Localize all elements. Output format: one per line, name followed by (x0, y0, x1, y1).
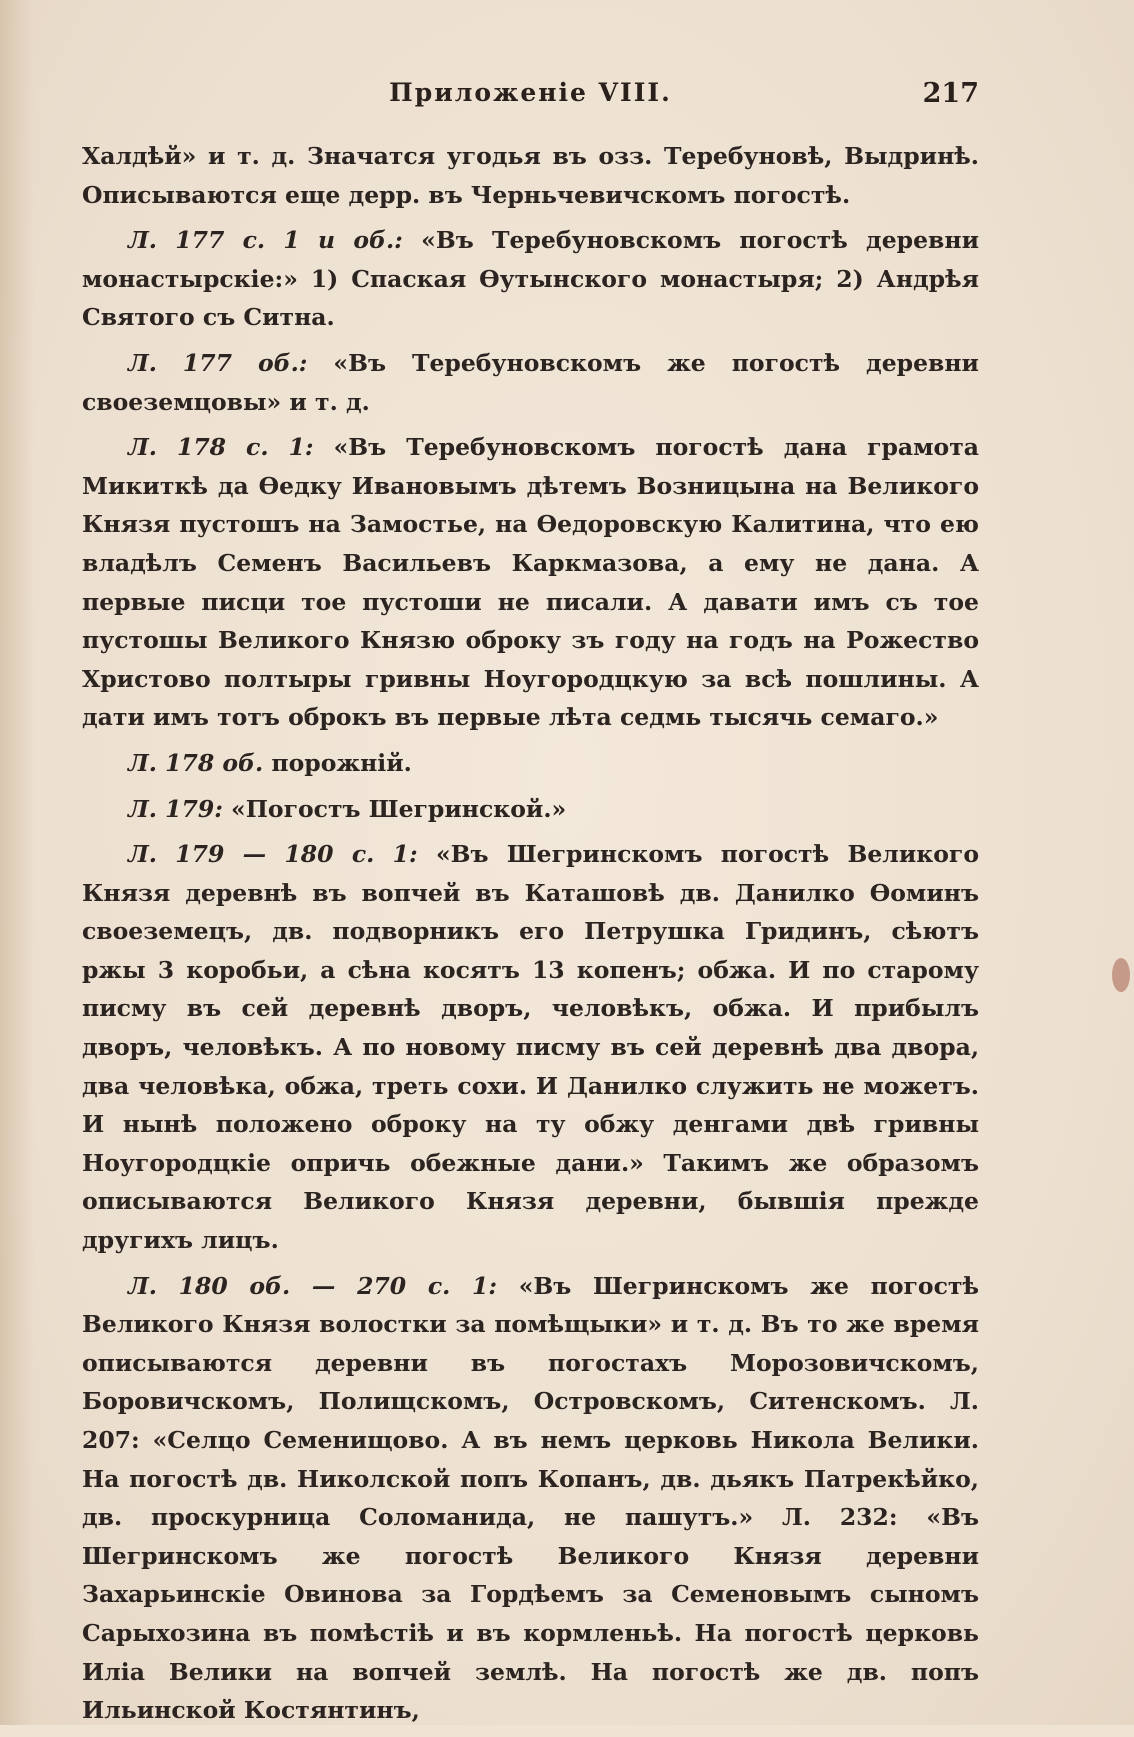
paragraph-text: «Погостъ Шегринской.» (222, 794, 567, 823)
paper-stain (1112, 958, 1130, 992)
folio-reference: Л. 178 об. (128, 748, 264, 777)
folio-reference: Л. 180 об. — 270 с. 1: (128, 1271, 498, 1300)
binding-shadow (0, 0, 34, 1725)
paragraph-1 (82, 137, 979, 214)
paragraph-text: «Въ Теребуновскомъ же погостѣ деревни своеземцовы» и т. д. (82, 348, 979, 416)
folio-reference: Л. 177 об.: (128, 348, 308, 377)
page-number: 217 (922, 78, 979, 109)
paragraph-text: порожній. (263, 748, 412, 777)
paragraph-text: «Въ Шегринскомъ же погостѣ Великого Князя волостки за помѣщыки» и т. д. Въ то же время описываются деревни въ погостахъ Морозовичскомъ, Боровичскомъ, Полищскомъ, Островскомъ, Ситенскомъ. Л. 207: «Селцо Семенищово. А въ немъ церковь Никола Велики. На погостѣ дв. Николской попъ Копанъ, дв. дьякъ Патрекѣйко, дв. проскурница Соломанида, не пашутъ.» Л. 232: «Въ Шегринскомъ же погостѣ Великого Князя деревни Захарьинскіе Овинова за Гордѣемъ за Семеновымъ сыномъ Сарыхозина въ помѣстіѣ и въ кормленьѣ. На погостѣ церковь Иліа Велики на вопчей землѣ. На погостѣ же дв. попъ Ильинской Костянтинъ, (82, 1271, 979, 1725)
page-header (82, 78, 979, 118)
paragraph-6 (82, 790, 979, 829)
running-head: Приложеніе VIII. (389, 78, 672, 107)
paragraph-text: Халдѣй» и т. д. Значатся угодья въ озз. Теребуновѣ, Выдринѣ. Описываются еще дерр. въ Черньчевичскомъ погостѣ. (82, 142, 979, 209)
paragraph-text: «Въ Теребуновскомъ погостѣ дана грамота Микиткѣ да Ѳедку Ивановымъ дѣтемъ Возницына на Великого Князя пустошъ на Замостье, на Ѳедоровскую Калитина, что ею владѣлъ Семенъ Васильевъ Каркмазова, а ему не дана. А первые писци тое пустоши не писали. А давати имъ съ тое пустошы Великого Князю оброку зъ году на годъ на Рожество Христово полтыры гривны Ноугородцкую за всѣ пошлины. А дати имъ тотъ оброкъ въ первые лѣта седмь тысячь семаго.» (82, 433, 979, 732)
body-text (82, 137, 979, 1737)
paragraph-text: «Въ Теребуновскомъ погостѣ деревни монастырскіе:» 1) Спаская Ѳутынского монастыря; 2) Андрѣя Святого съ Ситна. (82, 226, 979, 332)
folio-reference: Л. 179: (128, 794, 223, 823)
paragraph-text: «Въ Шегринскомъ погостѣ Великого Князя деревнѣ въ вопчей въ Каташовѣ дв. Данилко Ѳоминъ своеземецъ, дв. подворникъ его Петрушка Гридинъ, сѣютъ ржы 3 коробьи, а сѣна косятъ 13 копенъ; обжа. И по старому писму въ сей деревнѣ дворъ, человѣкъ, обжа. И прибылъ дворъ, человѣкъ. А по новому писму въ сей деревнѣ два двора, два человѣка, обжа, треть сохи. И Данилко служить не можетъ. И нынѣ положено оброку на ту обжу денгами двѣ гривны Ноугородцкіе опричь обежные дани.» Такимъ же образомъ описываются Великого Князя деревни, бывшія прежде другихъ лицъ. (82, 840, 979, 1255)
paragraph-7 (82, 835, 979, 1260)
paragraph-3 (82, 344, 979, 421)
folio-reference: Л. 177 с. 1 и об.: (128, 226, 403, 255)
folio-reference: Л. 178 с. 1: (128, 433, 314, 462)
paragraph-8 (82, 1267, 979, 1730)
paragraph-5 (82, 744, 979, 783)
paragraph-4 (82, 428, 979, 737)
folio-reference: Л. 179 — 180 с. 1: (128, 840, 418, 869)
paragraph-2 (82, 221, 979, 337)
